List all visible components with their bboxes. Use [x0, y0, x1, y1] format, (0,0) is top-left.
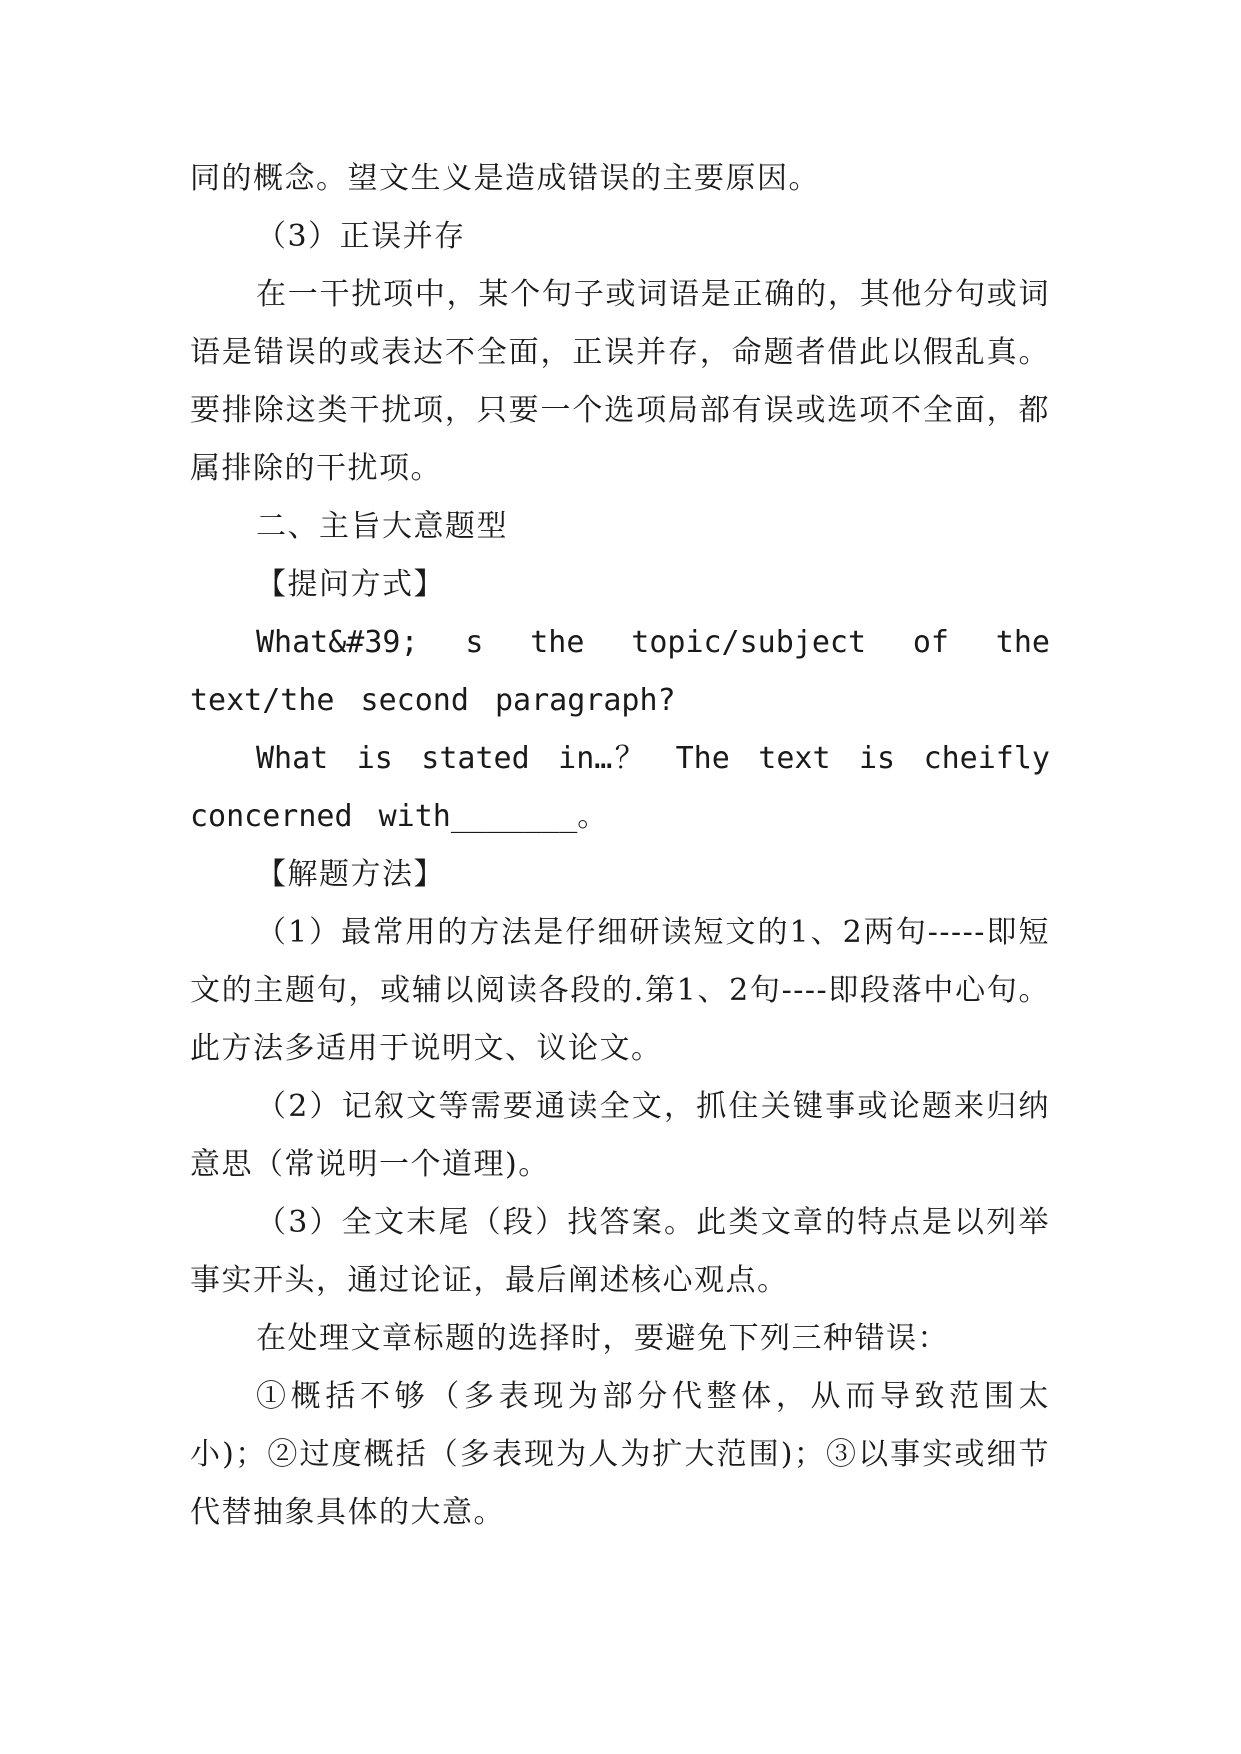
section-heading-main-idea: 二、主旨大意题型	[256, 509, 508, 544]
paragraph-method-2: （2）记叙文等需要通读全文，抓住关键事或论题来归纳意思（常说明一个道理)。	[190, 1089, 1050, 1182]
paragraph-example-question-topic: What&#39; s the topic/subject of the text/the second paragraph?	[190, 625, 1050, 718]
paragraph-example-question-stated: What is stated in…？ The text is cheifly concerned with_______。	[190, 741, 1050, 834]
paragraph-three-errors: ①概括不够（多表现为部分代整体，从而导致范围太小)；②过度概括（多表现为人为扩大范围)；③以事实或细节代替抽象具体的大意。	[190, 1379, 1050, 1530]
paragraph-method-3: （3）全文末尾（段）找答案。此类文章的特点是以列举事实开头，通过论证，最后阐述核心观点。	[190, 1205, 1050, 1298]
subheading-correct-and-wrong-coexist: （3）正误并存	[256, 219, 466, 254]
document-body	[190, 150, 1050, 1542]
paragraph-continuation: 同的概念。望文生义是造成错误的主要原因。	[190, 161, 820, 196]
paragraph-title-selection: 在处理文章标题的选择时，要避免下列三种错误：	[256, 1321, 949, 1356]
subheading-solving-methods: 【解题方法】	[256, 857, 445, 892]
subheading-question-forms: 【提问方式】	[256, 567, 445, 602]
paragraph-distractor-explanation: 在一干扰项中，某个句子或词语是正确的，其他分句或词语是错误的或表达不全面，正误并存，命题者借此以假乱真。要排除这类干扰项，只要一个选项局部有误或选项不全面，都属排除的干扰项。	[190, 277, 1050, 486]
paragraph-method-1: （1）最常用的方法是仔细研读短文的1、2两句-----即短文的主题句，或辅以阅读各段的.第1、2句----即段落中心句。此方法多适用于说明文、议论文。	[190, 915, 1050, 1066]
